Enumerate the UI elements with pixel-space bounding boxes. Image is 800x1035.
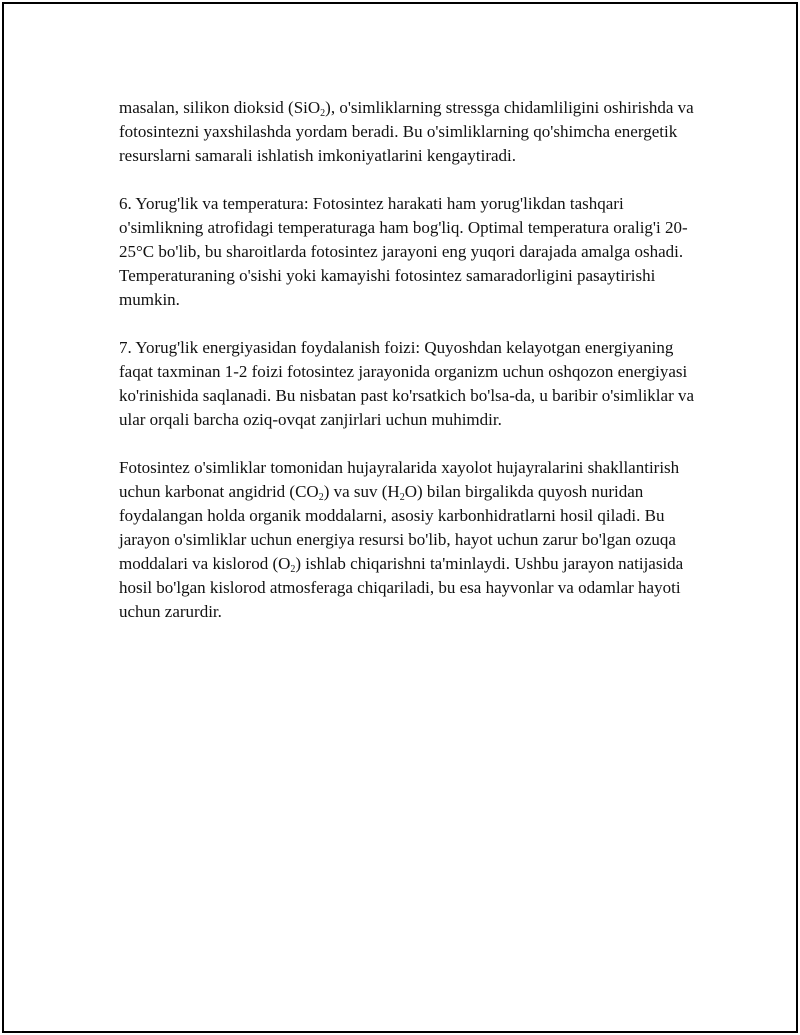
text-segment: 7. Yorug'lik energiyasidan foydalanish foizi: Quyoshdan kelayotgan energiyaning faqat taxminan 1-2 foizi fotosintez jarayonida organizm uchun oshqozon energiyasi ko'rinishida saqlanadi. Bu nisbatan past ko'rsatkich bo'lsa-da, u baribir o'simliklar va ular orqali barcha oziq-ovqat zanjirlari uchun muhimdir.: [119, 338, 695, 429]
text-segment: masalan, silikon dioksid (SiO: [119, 98, 321, 117]
subscript: 2: [318, 492, 324, 503]
text-segment: 6. Yorug'lik va temperatura: Fotosintez harakati ham yorug'likdan tashqari o'simlikning atrofidagi temperaturaga ham bog'liq. Optimal temperatura oralig'i 20-25°C bo'lib, bu sharoitlarda fotosintez jarayoni eng yuqori darajada amalga oshadi. Temperaturaning o'sishi yoki kamayishi fotosintez samaradorligini pasaytirishi mumkin.: [119, 194, 688, 309]
subscript: 2: [399, 492, 405, 503]
paragraph-light-energy-usage: [119, 336, 699, 432]
text-segment: ) va suv (H: [323, 482, 400, 501]
text-segment: Fotosintez o'simliklar tomonidan hujayralarida xayolot hujayralarini shakllantirish uchun karbonat angidrid (CO: [119, 458, 680, 501]
text-segment: O) bilan birgalikda quyosh nuridan foydalangan holda organik moddalarni, asosiy karbonhidratlarni hosil qiladi. Bu jarayon o'simliklar uchun energiya resursi bo'lib, hayot uchun zarur bo'lgan ozuqa moddalari va kislorod (O: [119, 482, 676, 573]
text-segment: ) ishlab chiqarishni ta'minlaydi. Ushbu jarayon natijasida hosil bo'lgan kislorod atmosferaga chiqariladi, bu esa hayvonlar va odamlar hayoti uchun zarurdir.: [119, 554, 684, 621]
subscript: 2: [320, 108, 326, 119]
document-page: [2, 2, 798, 1033]
document-body: [119, 96, 699, 624]
subscript: 2: [290, 564, 296, 575]
text-segment: ), o'simliklarning stressga chidamliligini oshirishda va fotosintezni yaxshilashda yordam beradi. Bu o'simliklarning qo'shimcha energetik resurslarni samarali ishlatish imkoniyatlarini kengaytiradi.: [119, 98, 694, 165]
paragraph-light-temperature: [119, 192, 699, 312]
paragraph-photosynthesis-summary: [119, 456, 699, 624]
paragraph-silicon-dioxide: [119, 96, 699, 168]
